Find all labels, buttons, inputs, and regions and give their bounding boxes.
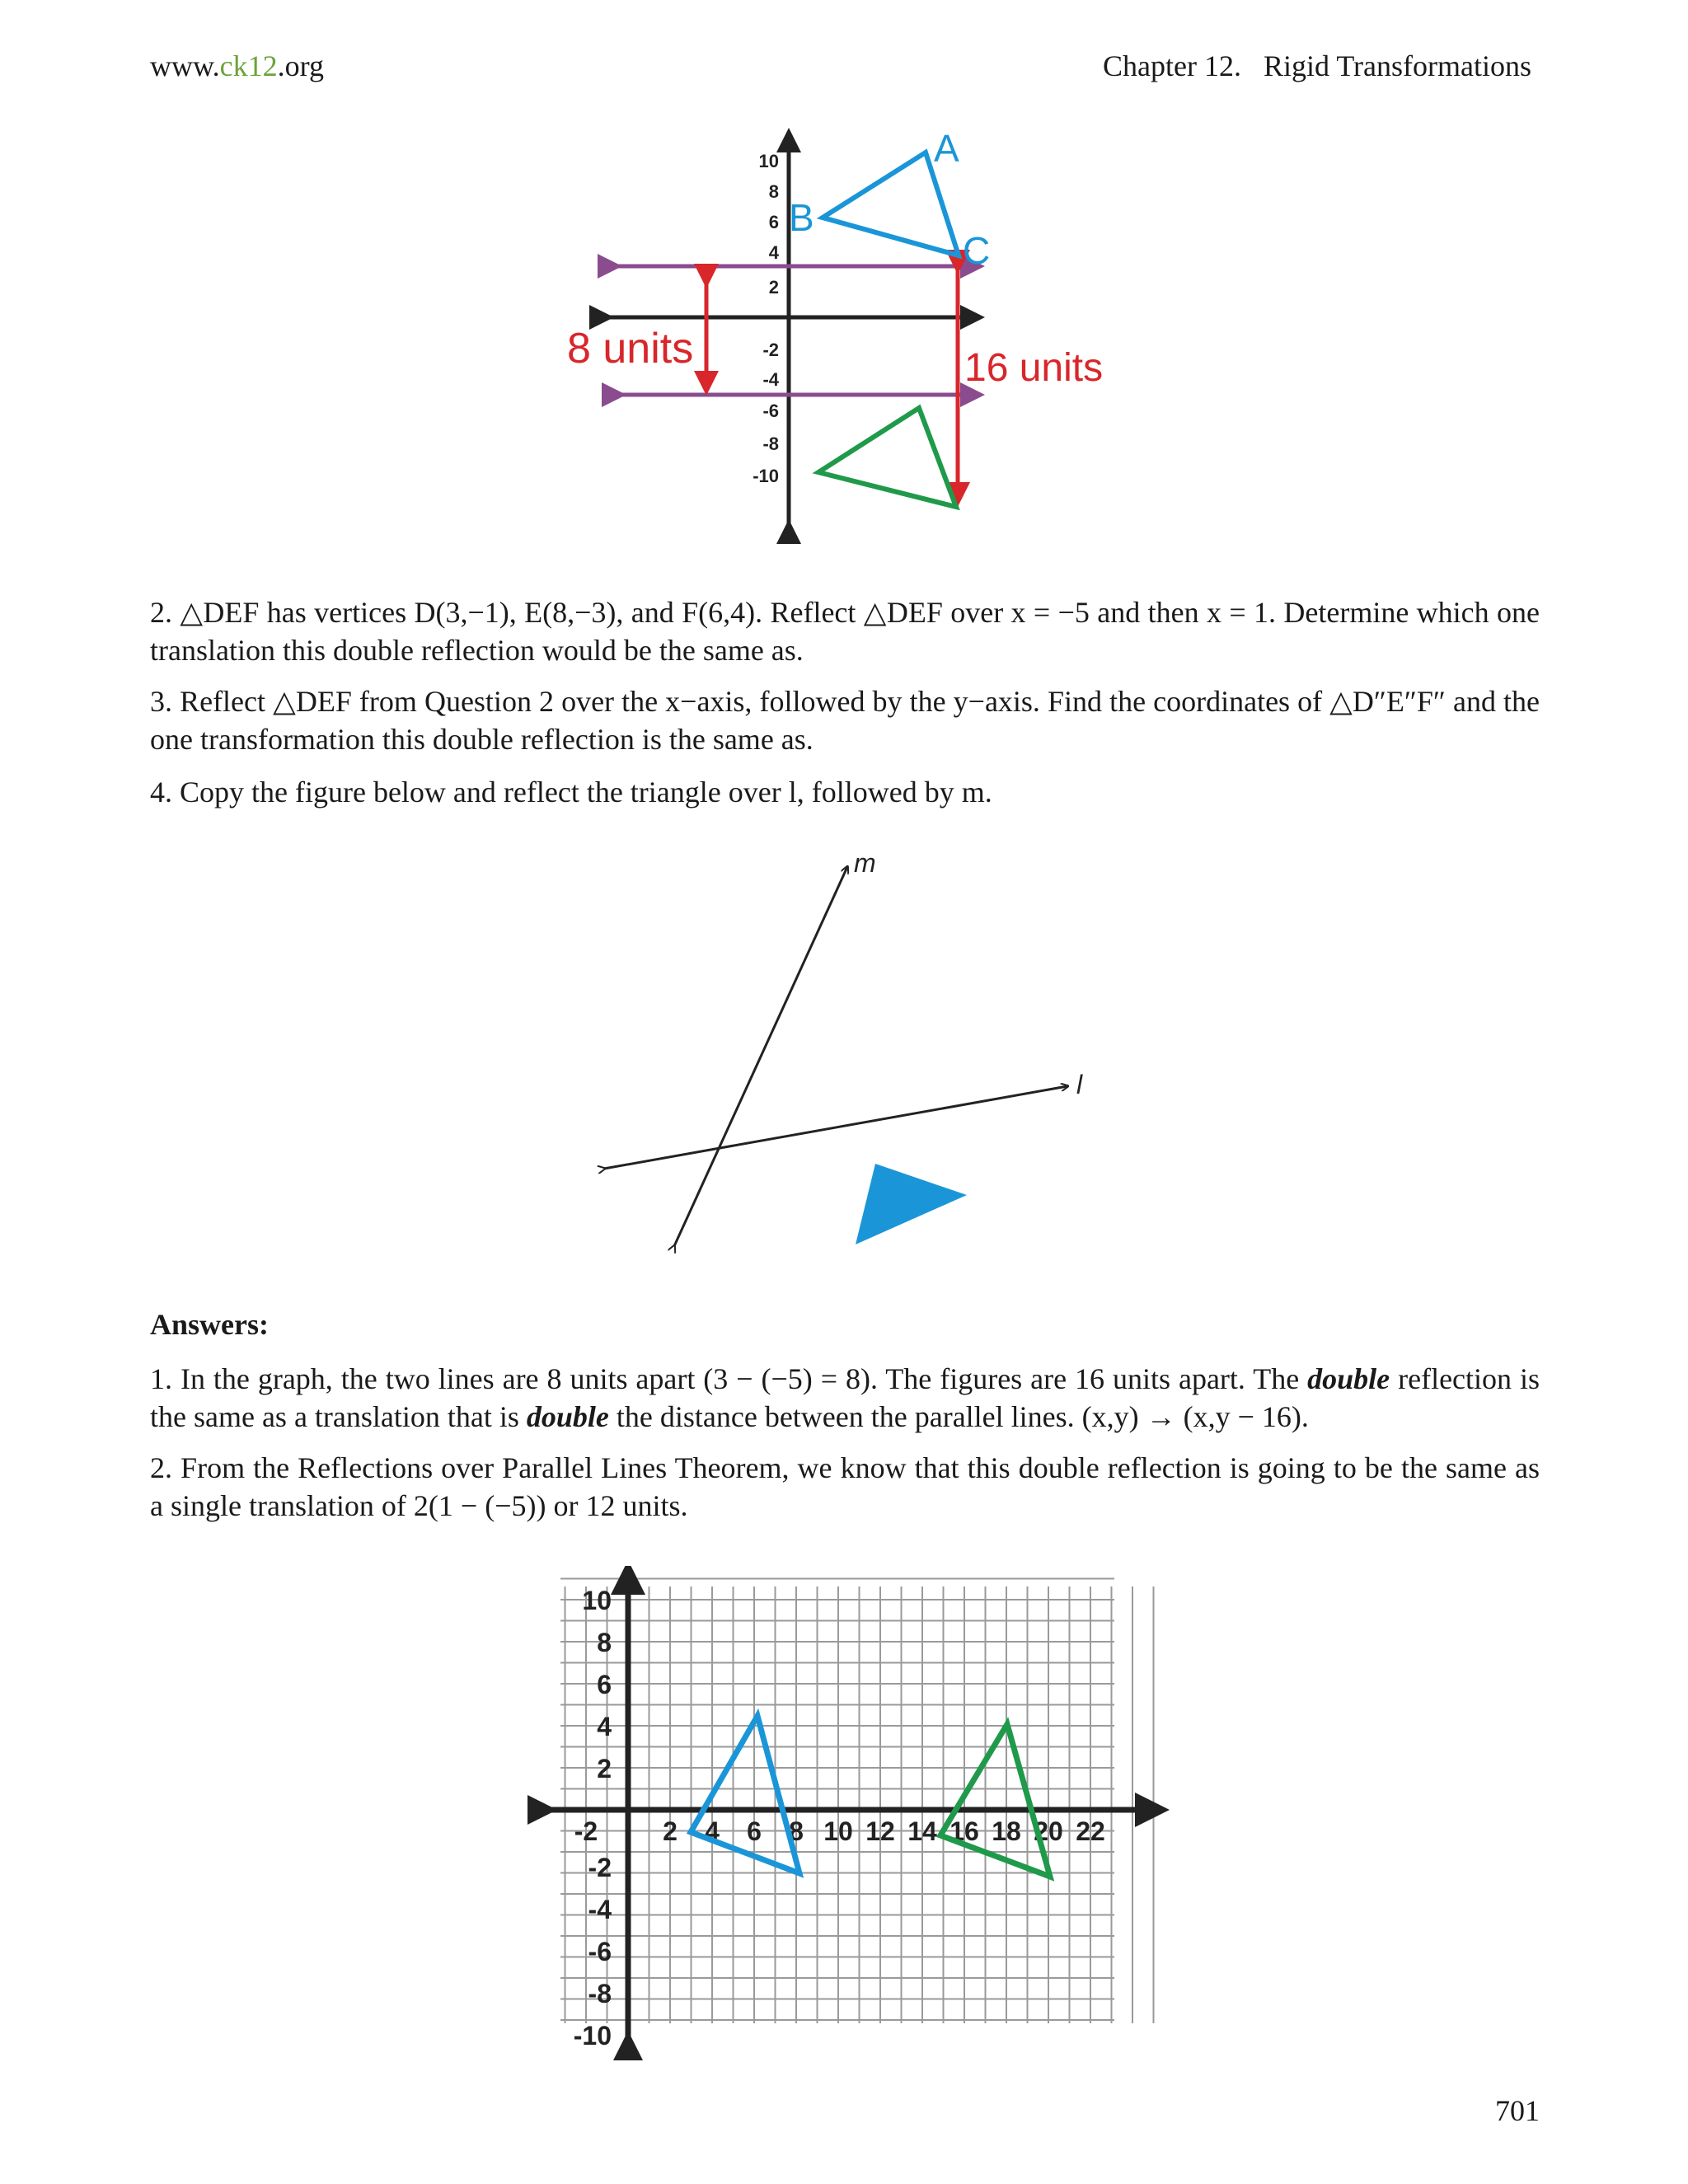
y-tick-label: 8 xyxy=(597,1628,612,1657)
vertex-label-c: C xyxy=(963,229,991,272)
question-2-number: 2. xyxy=(150,596,181,629)
question-2 xyxy=(150,593,1540,669)
x-tick-label: 20 xyxy=(1034,1816,1063,1846)
question-4-text: Copy the figure below and reflect the triangle over l, followed by m. xyxy=(180,776,992,808)
question-3-text: Reflect △DEF from Question 2 over the x−axis, followed by the y−axis. Find the coordinates of △D″E″F″ and the one transformation this double reflection is the same as. xyxy=(150,685,1540,756)
y-tick-label: -6 xyxy=(762,401,779,421)
y-tick-label: 10 xyxy=(758,151,779,171)
y-tick-label: 6 xyxy=(768,212,779,232)
figure-parallel-reflection xyxy=(552,128,1146,544)
x-tick-label: -2 xyxy=(574,1816,598,1846)
site-url[interactable] xyxy=(150,48,324,84)
y-tick-label: -4 xyxy=(588,1895,612,1924)
answer-1-part2: reflection is the same as a translation that is xyxy=(150,1362,1540,1433)
answer-1 xyxy=(150,1360,1540,1436)
y-tick-label: -8 xyxy=(762,434,779,454)
label-16-units: 16 units xyxy=(964,346,1104,390)
x-tick-label: 6 xyxy=(747,1816,762,1846)
label-8-units: 8 units xyxy=(567,325,694,373)
site-brand: ck12 xyxy=(219,49,278,82)
y-tick-label: -6 xyxy=(588,1937,612,1966)
y-tick-label: -10 xyxy=(753,466,779,486)
y-tick-label: -2 xyxy=(588,1853,612,1882)
x-tick-label: 2 xyxy=(663,1816,678,1846)
y-tick-label: 4 xyxy=(597,1712,612,1741)
triangle-image xyxy=(818,408,956,507)
answer-2: 2. From the Reflections over Parallel Lines Theorem, we know that this double reflection is going to be the same as a single translation of 2(1 − (−5)) or 12 units. xyxy=(150,1451,1540,1522)
line-m-label: m xyxy=(854,848,876,878)
triangle-original xyxy=(691,1716,799,1873)
y-tick-label: 2 xyxy=(768,277,779,298)
answer-1-part1: 1. In the graph, the two lines are 8 units apart (3 − (−5) = 8). The figures are 16 units apart. The xyxy=(150,1362,1308,1395)
x-tick-label: 16 xyxy=(950,1816,979,1846)
y-tick-label: 6 xyxy=(597,1670,612,1699)
figure-lines-l-m xyxy=(593,841,1104,1261)
y-tick-label: -2 xyxy=(762,340,779,360)
x-tick-label: 4 xyxy=(705,1816,720,1846)
site-prefix: www. xyxy=(150,49,220,82)
y-tick-label: -4 xyxy=(762,369,779,390)
question-4-number: 4. xyxy=(150,776,180,808)
y-tick-label: 2 xyxy=(597,1754,612,1783)
x-tick-label: 14 xyxy=(907,1816,937,1846)
grid-lines xyxy=(560,1579,1170,2024)
line-l xyxy=(604,1086,1067,1169)
x-tick-label: 8 xyxy=(789,1816,804,1846)
y-tick-label: -8 xyxy=(588,1979,612,2008)
question-3 xyxy=(150,682,1540,758)
x-tick-label: 10 xyxy=(823,1816,853,1846)
figure-grid-translation xyxy=(528,1566,1170,2060)
line-m xyxy=(674,867,847,1246)
y-tick-label: -10 xyxy=(573,2021,612,2050)
question-2-text: △DEF has vertices D(3,−1), E(8,−3), and F(6,4). Reflect △DEF over x = −5 and then x = 1. Determine which one translation this double reflection would be the same as. xyxy=(150,596,1540,667)
answers-title: Answers: xyxy=(150,1308,269,1341)
blue-triangle xyxy=(856,1164,967,1244)
vertex-label-a: A xyxy=(934,128,959,170)
y-tick-label: 4 xyxy=(768,242,779,263)
vertex-label-b: B xyxy=(789,196,814,239)
site-suffix: .org xyxy=(277,49,324,82)
y-tick-label: 8 xyxy=(768,181,779,202)
question-4 xyxy=(150,773,1540,811)
question-3-number: 3. xyxy=(150,685,181,718)
answer-1-part3: the distance between the parallel lines. (x,y) → (x,y − 16). xyxy=(608,1400,1309,1433)
answer-1-emph2: double xyxy=(526,1400,609,1433)
line-l-label: l xyxy=(1076,1070,1083,1099)
chapter-title: Chapter 12. Rigid Transformations xyxy=(1103,49,1531,82)
y-tick-label: 10 xyxy=(582,1586,612,1615)
x-tick-label: 22 xyxy=(1076,1816,1105,1846)
x-tick-label: 18 xyxy=(992,1816,1021,1846)
page-number: 701 xyxy=(1495,2094,1540,2127)
x-tick-label: 12 xyxy=(865,1816,895,1846)
answer-1-emph1: double xyxy=(1307,1362,1390,1395)
